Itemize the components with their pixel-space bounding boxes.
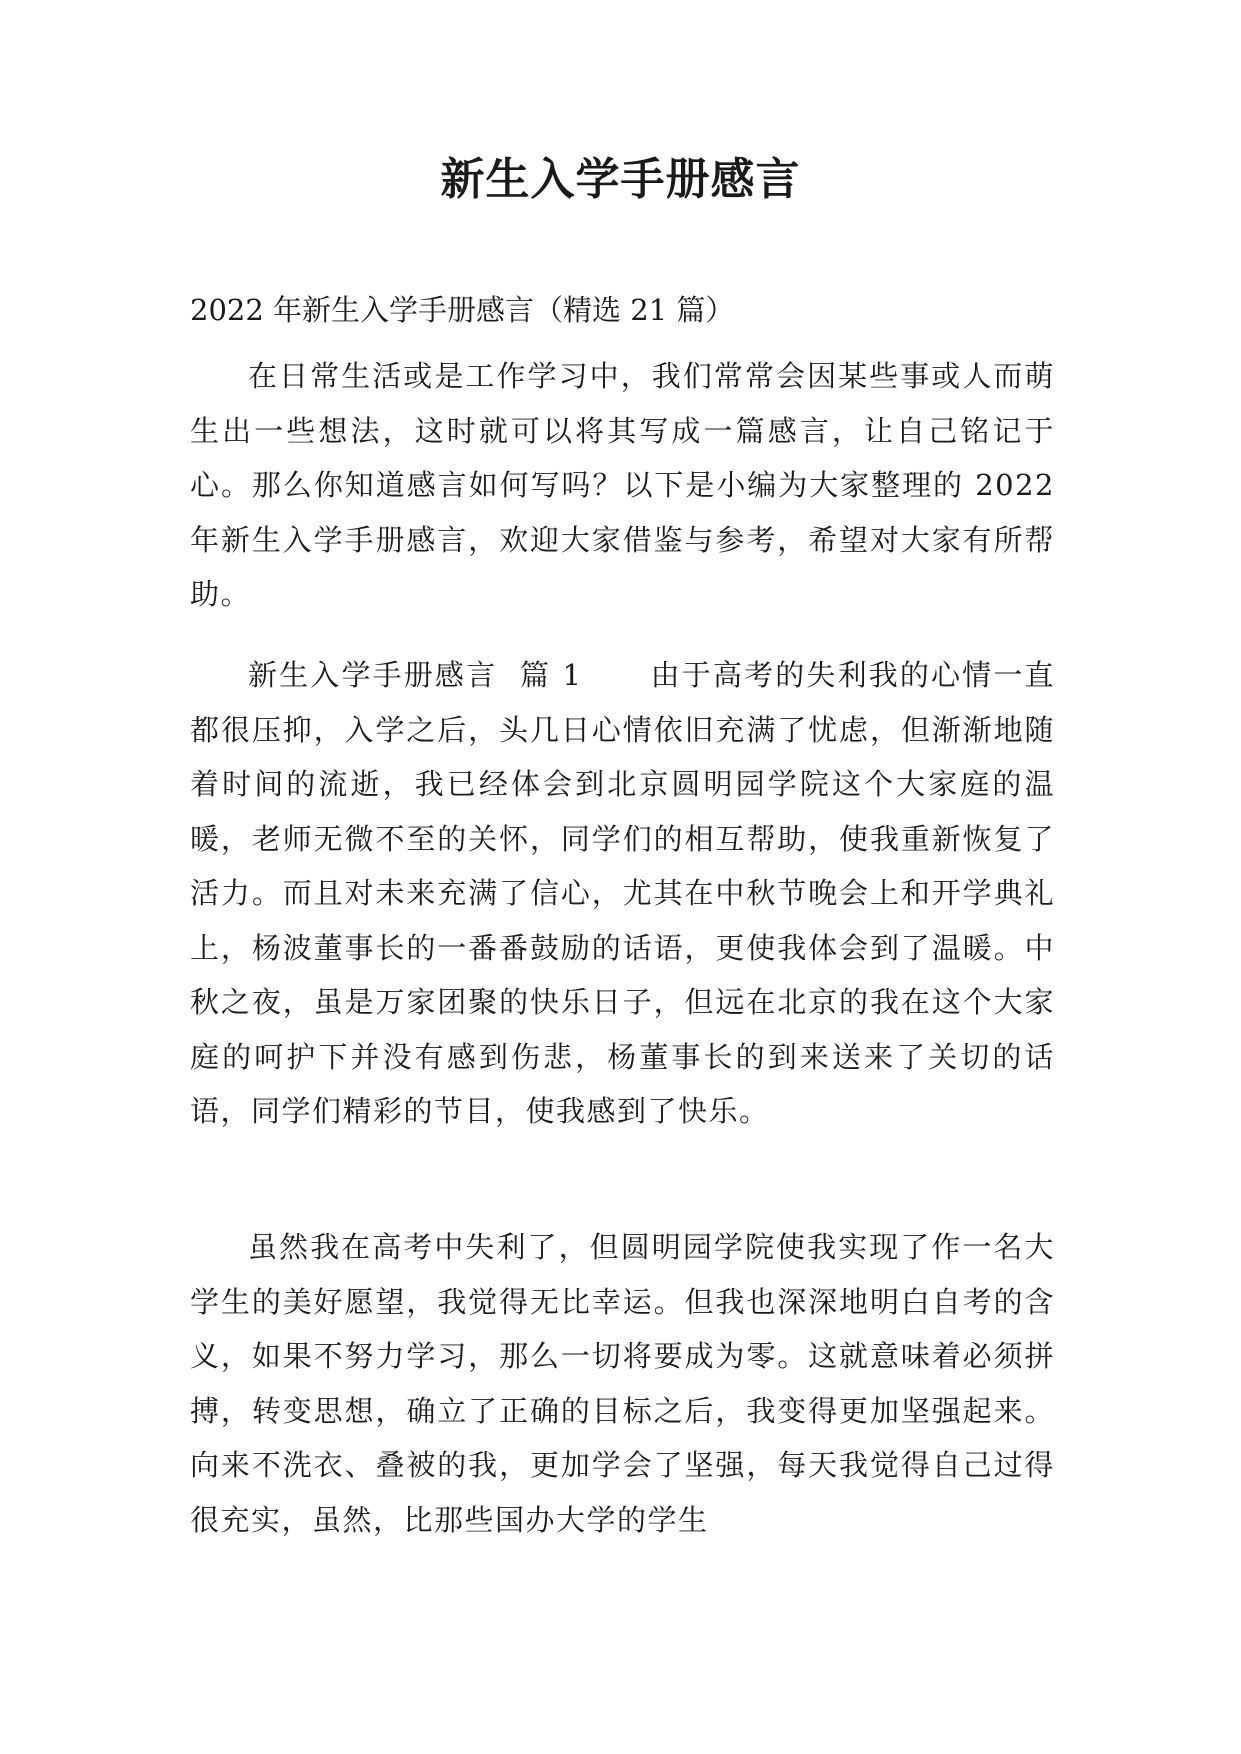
document-title: 新生入学手册感言	[440, 154, 801, 205]
section-1-paragraph-2	[190, 1220, 1055, 1547]
section-1-text: 由于高考的失利我的心情一直都很压抑，入学之后，头几日心情依旧充满了忧虑，但渐渐地随着时间的流逝，我已经体会到北京圆明园学院这个大家庭的温暖，老师无微不至的关怀，同学们的相互帮助，使我重新恢复了活力。而且对未来充满了信心，尤其在中秋节晚会上和开学典礼上，杨波董事长的一番番鼓励的话语，更使我体会到了温暖。中秋之夜，虽是万家团聚的快乐日子，但远在北京的我在这个大家庭的呵护下并没有感到伤悲，杨董事长的到来送来了关切的话语，同学们精彩的节目，使我感到了快乐。	[190, 658, 1055, 1128]
section-1-paragraph	[190, 648, 1055, 1139]
intro-paragraph	[190, 349, 1055, 622]
document-subtitle: 2022 年新生入学手册感言（精选 21 篇）	[190, 293, 735, 327]
intro-paragraph-text: 在日常生活或是工作学习中，我们常常会因某些事或人而萌生出一些想法，这时就可以将其写成一篇感言，让自己铭记于心。那么你知道感言如何写吗？以下是小编为大家整理的 2022 年新生入学手册感言，欢迎大家借鉴与参考，希望对大家有所帮助。	[190, 359, 1055, 611]
section-1-heading: 新生入学手册感言 篇 1	[248, 658, 651, 692]
section-1-paragraph-2-text: 虽然我在高考中失利了，但圆明园学院使我实现了作一名大学生的美好愿望，我觉得无比幸运。但我也深深地明白自考的含义，如果不努力学习，那么一切将要成为零。这就意味着必须拼搏，转变思想，确立了正确的目标之后，我变得更加坚强起来。向来不洗衣、叠被的我，更加学会了坚强，每天我觉得自己过得很充实，虽然，比那些国办大学的学生	[190, 1230, 1055, 1537]
